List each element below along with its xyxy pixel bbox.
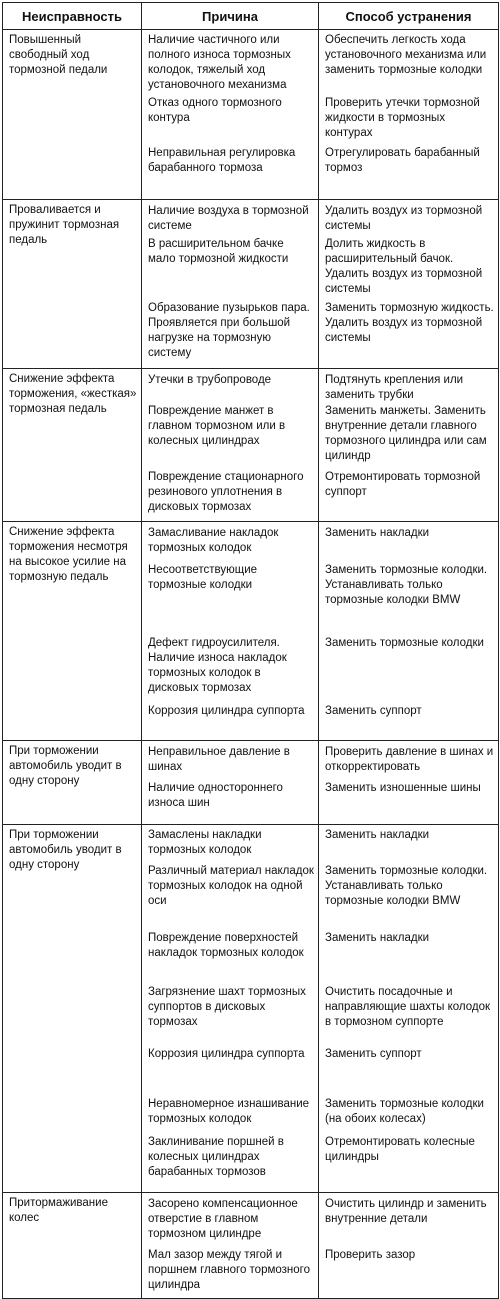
- cause-text: Мал зазор между тягой и поршнем главного тормозного цилиндра: [148, 1249, 310, 1291]
- fault-text: При торможении автомобиль уводит в одну сторону: [9, 745, 122, 787]
- fault-text: Проваливается и пружинит тормозная педаль: [9, 204, 120, 246]
- cause-text: Дефект гидроусилителя. Наличие износа накладок тормозных колодок в дисковых тормозах: [148, 637, 287, 694]
- remedy-text: Очистить цилиндр и заменить внутренние детали: [325, 1198, 487, 1225]
- cause-text: Коррозия цилиндра суппорта: [148, 1048, 305, 1060]
- cause-text: Наличие частичного или полного износа тормозных колодок, тяжелый ход установочного механизма: [148, 34, 291, 91]
- cause-text: Повреждение поверхностей накладок тормозных колодок: [148, 932, 304, 959]
- cause-text: Неравномерное изнашивание тормозных колодок: [148, 1098, 310, 1125]
- header-remedy: Способ устранения: [319, 3, 499, 30]
- remedy-text: Заменить тормозные колодки (на обоих колесах): [325, 1098, 484, 1125]
- cause-text: Повреждение стационарного резинового уплотнения в дисковых тормозах: [148, 471, 304, 513]
- fault-cell: [3, 522, 142, 741]
- cause-text: Отказ одного тормозного контура: [148, 97, 282, 124]
- fault-cell: [3, 741, 142, 825]
- cause-text: Наличие воздуха в тормозной системе: [148, 205, 309, 232]
- table-row: [3, 825, 499, 1193]
- remedy-text: Заменить тормозные колодки: [325, 637, 484, 649]
- remedy-text: Обеспечить легкость хода установочного механизма или заменить тормозные колодки: [325, 34, 487, 76]
- remedy-text: Заменить тормозные колодки. Устанавливать только тормозные колодки BMW: [325, 564, 488, 606]
- remedy-cell: [319, 825, 499, 1193]
- remedy-cell: [319, 1193, 499, 1299]
- cause-text: Неправильная регулировка барабанного тормоза: [148, 147, 296, 174]
- remedy-text: Долить жидкость в расширительный бачок. Удалить воздух из тормозной системы: [325, 238, 483, 295]
- remedy-text: Очистить посадочные и направляющие шахты колодок в тормозном суппорте: [325, 986, 491, 1028]
- remedy-text: Заменить суппорт: [325, 1048, 422, 1060]
- remedy-text: Заменить тормозную жидкость. Удалить воздух из тормозной системы: [325, 302, 494, 344]
- remedy-text: Проверить утечки тормозной жидкости в тормозных контурах: [325, 97, 480, 139]
- cause-text: Неправильное давление в шинах: [148, 746, 290, 773]
- table-row: [3, 1193, 499, 1299]
- remedy-text: Удалить воздух из тормозной системы: [325, 205, 483, 232]
- brake-troubleshooting-table: [2, 2, 499, 1299]
- fault-text: Повышенный свободный ход тормозной педали: [9, 34, 108, 76]
- header-row: [3, 3, 499, 30]
- remedy-text: Заменить изношенные шины: [325, 782, 481, 794]
- table-row: [3, 741, 499, 825]
- cause-text: В расширительном бачке мало тормозной жидкости: [148, 238, 289, 265]
- remedy-cell: [319, 522, 499, 741]
- cause-text: Замаслены накладки тормозных колодок: [148, 829, 262, 856]
- remedy-cell: [319, 30, 499, 200]
- remedy-text: Заменить накладки: [325, 932, 430, 944]
- remedy-text: Отремонтировать тормозной суппорт: [325, 471, 481, 498]
- fault-cell: [3, 369, 142, 522]
- cause-cell: [142, 825, 319, 1193]
- cause-text: Утечки в трубопроводе: [148, 374, 272, 386]
- cause-text: Заклинивание поршней в колесных цилиндрах барабанных тормозов: [148, 1136, 284, 1178]
- cause-cell: [142, 369, 319, 522]
- fault-cell: [3, 1193, 142, 1299]
- cause-text: Загрязнение шахт тормозных суппортов в дисковых тормозах: [148, 986, 306, 1028]
- remedy-text: Отрегулировать барабанный тормоз: [325, 147, 480, 174]
- remedy-text: Отремонтировать колесные цилиндры: [325, 1136, 475, 1163]
- fault-text: При торможении автомобиль уводит в одну сторону: [9, 829, 122, 871]
- fault-cell: [3, 200, 142, 369]
- fault-text: Снижение эффекта торможения несмотря на высокое усилие на тормозную педаль: [9, 526, 128, 583]
- cause-text: Наличие одностороннего износа шин: [148, 782, 283, 809]
- cause-text: Замасливание накладок тормозных колодок: [148, 527, 279, 554]
- remedy-cell: [319, 741, 499, 825]
- cause-text: Различный материал накладок тормозных колодок на одной оси: [148, 865, 314, 907]
- remedy-text: Заменить накладки: [325, 829, 430, 841]
- cause-cell: [142, 1193, 319, 1299]
- cause-text: Образование пузырьков пара. Проявляется при большой нагрузке на тормозную систему: [148, 302, 310, 359]
- cause-cell: [142, 200, 319, 369]
- remedy-cell: [319, 369, 499, 522]
- remedy-text: Заменить тормозные колодки. Устанавливать только тормозные колодки BMW: [325, 865, 488, 907]
- remedy-text: Заменить накладки: [325, 527, 430, 539]
- header-cause: Причина: [142, 3, 319, 30]
- fault-text: Притормаживание колес: [9, 1197, 108, 1224]
- cause-cell: [142, 741, 319, 825]
- cause-cell: [142, 30, 319, 200]
- table-row: [3, 369, 499, 522]
- remedy-text: Подтянуть крепления или заменить трубки: [325, 374, 464, 401]
- cause-text: Засорено компенсационное отверстие в главном тормозном цилиндре: [148, 1198, 298, 1240]
- table-row: [3, 30, 499, 200]
- cause-cell: [142, 522, 319, 741]
- table-row: [3, 522, 499, 741]
- header-fault: Неисправность: [3, 3, 142, 30]
- table-row: [3, 200, 499, 369]
- cause-text: Коррозия цилиндра суппорта: [148, 705, 305, 717]
- fault-cell: [3, 30, 142, 200]
- remedy-text: Проверить давление в шинах и откорректировать: [325, 746, 494, 773]
- remedy-cell: [319, 200, 499, 369]
- cause-text: Повреждение манжет в главном тормозном или в колесных цилиндрах: [148, 405, 286, 447]
- remedy-text: Проверить зазор: [325, 1249, 416, 1261]
- cause-text: Несоответствующие тормозные колодки: [148, 564, 258, 591]
- fault-text: Снижение эффекта торможения, «жесткая» тормозная педаль: [9, 373, 137, 415]
- fault-cell: [3, 825, 142, 1193]
- remedy-text: Заменить манжеты. Заменить внутренние детали главного тормозного цилиндра или сам цилиндр: [325, 405, 487, 462]
- remedy-text: Заменить суппорт: [325, 705, 422, 717]
